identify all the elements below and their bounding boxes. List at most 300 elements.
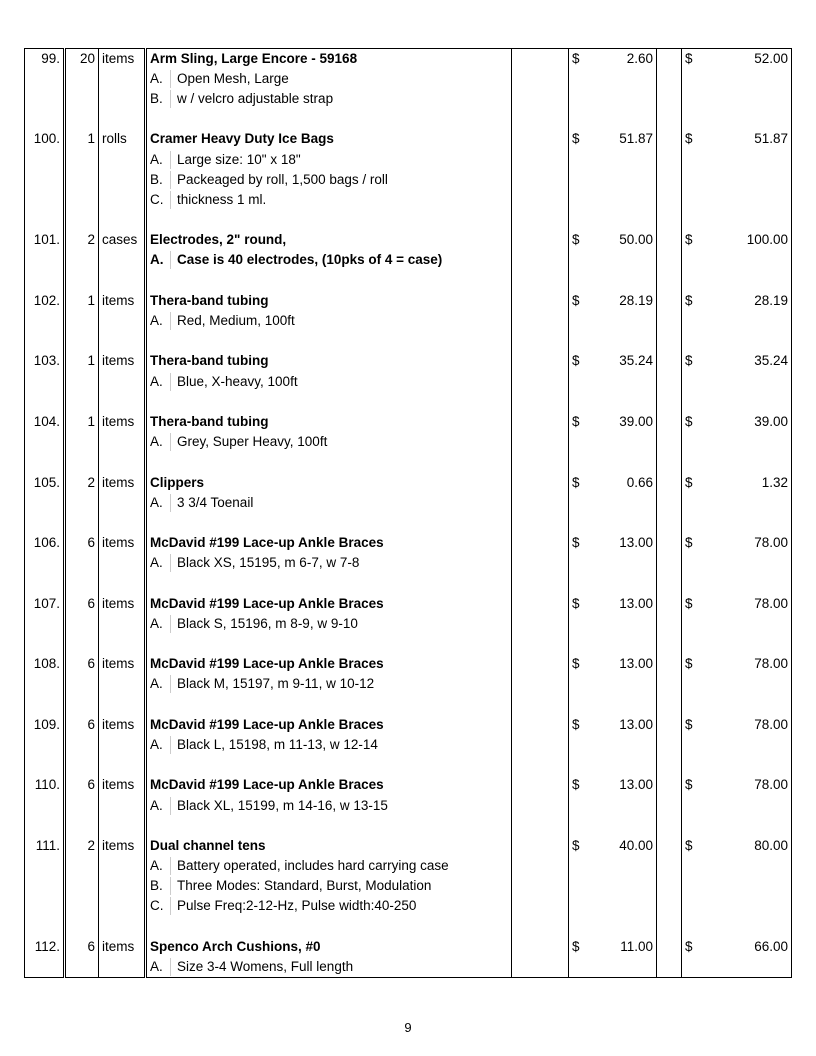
detail-text: Open Mesh, Large	[177, 70, 289, 86]
detail-text: Blue, X-heavy, 100ft	[177, 373, 298, 389]
empty-cell	[704, 170, 792, 190]
detail-letter: A.	[150, 312, 171, 330]
empty-cell	[99, 89, 146, 109]
empty-cell	[65, 372, 99, 392]
empty-cell	[569, 634, 591, 654]
separator-row	[25, 392, 792, 412]
empty-cell	[591, 614, 657, 634]
empty-cell	[512, 816, 569, 836]
item-number: 102.	[25, 291, 65, 311]
empty-cell	[99, 755, 146, 775]
detail-text: Battery operated, includes hard carrying case	[177, 858, 449, 874]
empty-cell	[25, 614, 65, 634]
empty-cell	[682, 614, 704, 634]
empty-cell	[512, 876, 569, 896]
item-description: Dual channel tens	[146, 836, 512, 856]
item-number: 107.	[25, 594, 65, 614]
empty-cell	[512, 674, 569, 694]
line-item-row	[25, 351, 792, 371]
item-unit: items	[99, 49, 146, 69]
spacer-cell	[512, 836, 569, 856]
empty-cell	[99, 634, 146, 654]
empty-cell	[591, 109, 657, 129]
item-unit: items	[99, 836, 146, 856]
empty-cell	[682, 149, 704, 169]
empty-cell	[25, 250, 65, 270]
empty-cell	[704, 695, 792, 715]
empty-cell	[569, 331, 591, 351]
spacer-cell	[657, 49, 682, 69]
empty-cell	[682, 896, 704, 916]
empty-cell	[25, 755, 65, 775]
item-unit: items	[99, 715, 146, 735]
item-detail-row	[25, 493, 792, 513]
empty-cell	[569, 271, 591, 291]
empty-cell	[704, 896, 792, 916]
item-unit-price: 35.24	[591, 351, 657, 371]
empty-cell	[65, 755, 99, 775]
empty-cell	[657, 695, 682, 715]
item-total: 39.00	[704, 412, 792, 432]
empty-cell	[65, 816, 99, 836]
spacer-cell	[657, 351, 682, 371]
empty-cell	[146, 634, 512, 654]
empty-cell	[657, 432, 682, 452]
empty-cell	[65, 795, 99, 815]
spacer-cell	[512, 937, 569, 957]
empty-cell	[591, 634, 657, 654]
item-description: Clippers	[146, 472, 512, 492]
item-unit-price: 2.60	[591, 49, 657, 69]
empty-cell	[65, 170, 99, 190]
empty-cell	[682, 493, 704, 513]
page-number: 9	[404, 1020, 412, 1035]
item-quantity: 1	[65, 412, 99, 432]
empty-cell	[569, 553, 591, 573]
empty-cell	[704, 957, 792, 977]
empty-cell	[704, 452, 792, 472]
item-unit: cases	[99, 230, 146, 250]
empty-cell	[569, 876, 591, 896]
empty-cell	[25, 452, 65, 472]
empty-cell	[682, 755, 704, 775]
item-quantity: 20	[65, 49, 99, 69]
spacer-cell	[657, 715, 682, 735]
empty-cell	[682, 674, 704, 694]
spacer-cell	[512, 129, 569, 149]
empty-cell	[704, 149, 792, 169]
empty-cell	[25, 392, 65, 412]
detail-letter: B.	[150, 90, 171, 108]
separator-row	[25, 917, 792, 937]
detail-text: Packeaged by roll, 1,500 bags / roll	[177, 171, 388, 187]
item-number: 111.	[25, 836, 65, 856]
empty-cell	[682, 109, 704, 129]
empty-cell	[591, 553, 657, 573]
empty-cell	[682, 69, 704, 89]
detail-text: Black XL, 15199, m 14-16, w 13-15	[177, 797, 388, 813]
empty-cell	[657, 957, 682, 977]
unit-price-currency: $	[569, 230, 591, 250]
empty-cell	[25, 695, 65, 715]
detail-letter: A.	[150, 958, 171, 976]
empty-cell	[569, 695, 591, 715]
empty-cell	[25, 735, 65, 755]
empty-cell	[657, 452, 682, 472]
empty-cell	[25, 210, 65, 230]
item-number: 112.	[25, 937, 65, 957]
line-item-row	[25, 715, 792, 735]
empty-cell	[512, 89, 569, 109]
empty-cell	[657, 331, 682, 351]
empty-cell	[657, 493, 682, 513]
empty-cell	[704, 876, 792, 896]
empty-cell	[704, 432, 792, 452]
empty-cell	[704, 493, 792, 513]
empty-cell	[512, 735, 569, 755]
total-currency: $	[682, 129, 704, 149]
separator-row	[25, 210, 792, 230]
item-unit: items	[99, 533, 146, 553]
item-description: Arm Sling, Large Encore - 59168	[146, 49, 512, 69]
spacer-cell	[657, 291, 682, 311]
detail-cell	[146, 432, 512, 452]
empty-cell	[682, 331, 704, 351]
empty-cell	[25, 69, 65, 89]
item-detail-row	[25, 250, 792, 270]
total-currency: $	[682, 472, 704, 492]
empty-cell	[512, 331, 569, 351]
empty-cell	[146, 109, 512, 129]
item-quantity: 1	[65, 129, 99, 149]
detail-cell	[146, 896, 512, 916]
item-detail-row	[25, 876, 792, 896]
empty-cell	[65, 331, 99, 351]
empty-cell	[99, 372, 146, 392]
empty-cell	[146, 573, 512, 593]
empty-cell	[65, 634, 99, 654]
empty-cell	[682, 190, 704, 210]
empty-cell	[591, 271, 657, 291]
empty-cell	[25, 372, 65, 392]
empty-cell	[25, 190, 65, 210]
separator-row	[25, 513, 792, 533]
separator-row	[25, 755, 792, 775]
item-description: McDavid #199 Lace-up Ankle Braces	[146, 533, 512, 553]
empty-cell	[704, 755, 792, 775]
empty-cell	[682, 210, 704, 230]
empty-cell	[65, 311, 99, 331]
item-unit: rolls	[99, 129, 146, 149]
empty-cell	[146, 513, 512, 533]
empty-cell	[657, 795, 682, 815]
unit-price-currency: $	[569, 715, 591, 735]
detail-cell	[146, 795, 512, 815]
empty-cell	[512, 493, 569, 513]
empty-cell	[146, 755, 512, 775]
item-quantity: 2	[65, 230, 99, 250]
detail-text: w / velcro adjustable strap	[177, 90, 334, 106]
detail-letter: A.	[150, 494, 171, 512]
empty-cell	[99, 250, 146, 270]
empty-cell	[569, 674, 591, 694]
item-detail-row	[25, 795, 792, 815]
empty-cell	[591, 89, 657, 109]
item-number: 103.	[25, 351, 65, 371]
item-number: 104.	[25, 412, 65, 432]
empty-cell	[704, 372, 792, 392]
empty-cell	[512, 190, 569, 210]
empty-cell	[99, 392, 146, 412]
empty-cell	[569, 89, 591, 109]
empty-cell	[569, 755, 591, 775]
empty-cell	[99, 816, 146, 836]
item-quantity: 6	[65, 775, 99, 795]
unit-price-currency: $	[569, 49, 591, 69]
empty-cell	[591, 816, 657, 836]
empty-cell	[99, 876, 146, 896]
empty-cell	[65, 190, 99, 210]
total-currency: $	[682, 412, 704, 432]
empty-cell	[25, 311, 65, 331]
spacer-cell	[512, 654, 569, 674]
empty-cell	[657, 109, 682, 129]
empty-cell	[146, 816, 512, 836]
detail-letter: C.	[150, 897, 171, 915]
detail-text: Black M, 15197, m 9-11, w 10-12	[177, 676, 375, 692]
line-item-row	[25, 49, 792, 69]
item-unit-price: 51.87	[591, 129, 657, 149]
item-detail-row	[25, 170, 792, 190]
item-detail-row	[25, 896, 792, 916]
empty-cell	[25, 89, 65, 109]
empty-cell	[682, 553, 704, 573]
empty-cell	[512, 271, 569, 291]
empty-cell	[682, 170, 704, 190]
empty-cell	[591, 896, 657, 916]
empty-cell	[99, 452, 146, 472]
empty-cell	[704, 311, 792, 331]
empty-cell	[99, 614, 146, 634]
detail-cell	[146, 69, 512, 89]
empty-cell	[65, 452, 99, 472]
empty-cell	[65, 614, 99, 634]
empty-cell	[99, 695, 146, 715]
detail-cell	[146, 190, 512, 210]
total-currency: $	[682, 937, 704, 957]
item-unit: items	[99, 291, 146, 311]
empty-cell	[512, 210, 569, 230]
spacer-cell	[657, 472, 682, 492]
item-quantity: 1	[65, 291, 99, 311]
empty-cell	[512, 69, 569, 89]
empty-cell	[65, 896, 99, 916]
total-currency: $	[682, 291, 704, 311]
detail-letter: A.	[150, 615, 171, 633]
total-currency: $	[682, 654, 704, 674]
empty-cell	[512, 432, 569, 452]
empty-cell	[569, 109, 591, 129]
spacer-cell	[512, 715, 569, 735]
empty-cell	[682, 432, 704, 452]
empty-cell	[569, 149, 591, 169]
empty-cell	[25, 795, 65, 815]
empty-cell	[657, 614, 682, 634]
detail-text: Large size: 10" x 18"	[177, 151, 301, 167]
empty-cell	[25, 856, 65, 876]
empty-cell	[512, 695, 569, 715]
empty-cell	[591, 513, 657, 533]
empty-cell	[512, 795, 569, 815]
empty-cell	[591, 311, 657, 331]
item-total: 35.24	[704, 351, 792, 371]
empty-cell	[682, 452, 704, 472]
detail-letter: A.	[150, 151, 171, 169]
item-detail-row	[25, 957, 792, 977]
empty-cell	[657, 816, 682, 836]
item-unit-price: 0.66	[591, 472, 657, 492]
empty-cell	[512, 149, 569, 169]
empty-cell	[657, 755, 682, 775]
empty-cell	[591, 735, 657, 755]
item-total: 78.00	[704, 715, 792, 735]
empty-cell	[704, 634, 792, 654]
empty-cell	[99, 856, 146, 876]
line-item-row	[25, 472, 792, 492]
item-total: 28.19	[704, 291, 792, 311]
empty-cell	[657, 513, 682, 533]
empty-cell	[682, 250, 704, 270]
item-quantity: 6	[65, 594, 99, 614]
detail-letter: A.	[150, 797, 171, 815]
line-item-row	[25, 594, 792, 614]
line-item-row	[25, 533, 792, 553]
unit-price-currency: $	[569, 472, 591, 492]
empty-cell	[591, 190, 657, 210]
empty-cell	[512, 250, 569, 270]
item-quantity: 6	[65, 715, 99, 735]
detail-cell	[146, 250, 512, 270]
detail-letter: A.	[150, 675, 171, 693]
item-description: Spenco Arch Cushions, #0	[146, 937, 512, 957]
empty-cell	[25, 957, 65, 977]
empty-cell	[512, 170, 569, 190]
item-detail-row	[25, 190, 792, 210]
item-unit-price: 13.00	[591, 775, 657, 795]
item-number: 105.	[25, 472, 65, 492]
spacer-cell	[512, 291, 569, 311]
empty-cell	[99, 190, 146, 210]
spacer-cell	[512, 412, 569, 432]
empty-cell	[146, 271, 512, 291]
item-unit: items	[99, 775, 146, 795]
empty-cell	[65, 674, 99, 694]
detail-text: Case is 40 electrodes, (10pks of 4 = case)	[177, 252, 443, 268]
empty-cell	[65, 957, 99, 977]
empty-cell	[657, 69, 682, 89]
empty-cell	[25, 816, 65, 836]
empty-cell	[65, 432, 99, 452]
empty-cell	[512, 573, 569, 593]
empty-cell	[569, 250, 591, 270]
item-description: Cramer Heavy Duty Ice Bags	[146, 129, 512, 149]
detail-text: Red, Medium, 100ft	[177, 313, 295, 329]
empty-cell	[591, 856, 657, 876]
empty-cell	[25, 513, 65, 533]
empty-cell	[682, 816, 704, 836]
empty-cell	[682, 311, 704, 331]
empty-cell	[569, 573, 591, 593]
separator-row	[25, 816, 792, 836]
empty-cell	[146, 917, 512, 937]
spacer-cell	[657, 775, 682, 795]
item-total: 1.32	[704, 472, 792, 492]
empty-cell	[682, 856, 704, 876]
spacer-cell	[512, 351, 569, 371]
empty-cell	[569, 372, 591, 392]
empty-cell	[512, 957, 569, 977]
item-detail-row	[25, 372, 792, 392]
empty-cell	[25, 573, 65, 593]
empty-cell	[591, 149, 657, 169]
item-unit: items	[99, 351, 146, 371]
line-item-row	[25, 654, 792, 674]
line-item-row	[25, 230, 792, 250]
item-detail-row	[25, 735, 792, 755]
item-total: 78.00	[704, 594, 792, 614]
detail-cell	[146, 614, 512, 634]
item-total: 100.00	[704, 230, 792, 250]
empty-cell	[99, 917, 146, 937]
detail-letter: A.	[150, 251, 171, 269]
empty-cell	[657, 271, 682, 291]
spacer-cell	[657, 937, 682, 957]
empty-cell	[99, 513, 146, 533]
item-unit: items	[99, 937, 146, 957]
spacer-cell	[512, 472, 569, 492]
empty-cell	[99, 69, 146, 89]
detail-letter: A.	[150, 373, 171, 391]
empty-cell	[569, 896, 591, 916]
empty-cell	[99, 170, 146, 190]
empty-cell	[704, 190, 792, 210]
empty-cell	[512, 755, 569, 775]
line-item-row	[25, 775, 792, 795]
empty-cell	[704, 331, 792, 351]
unit-price-currency: $	[569, 351, 591, 371]
detail-cell	[146, 553, 512, 573]
empty-cell	[657, 311, 682, 331]
empty-cell	[591, 755, 657, 775]
spacer-cell	[657, 594, 682, 614]
detail-cell	[146, 311, 512, 331]
empty-cell	[569, 795, 591, 815]
item-description: Thera-band tubing	[146, 412, 512, 432]
total-currency: $	[682, 351, 704, 371]
empty-cell	[99, 331, 146, 351]
item-description: McDavid #199 Lace-up Ankle Braces	[146, 775, 512, 795]
item-unit: items	[99, 472, 146, 492]
item-unit-price: 13.00	[591, 594, 657, 614]
empty-cell	[591, 695, 657, 715]
line-item-row	[25, 836, 792, 856]
spacer-cell	[657, 654, 682, 674]
empty-cell	[682, 634, 704, 654]
item-unit: items	[99, 594, 146, 614]
empty-cell	[569, 614, 591, 634]
empty-cell	[704, 816, 792, 836]
empty-cell	[25, 170, 65, 190]
